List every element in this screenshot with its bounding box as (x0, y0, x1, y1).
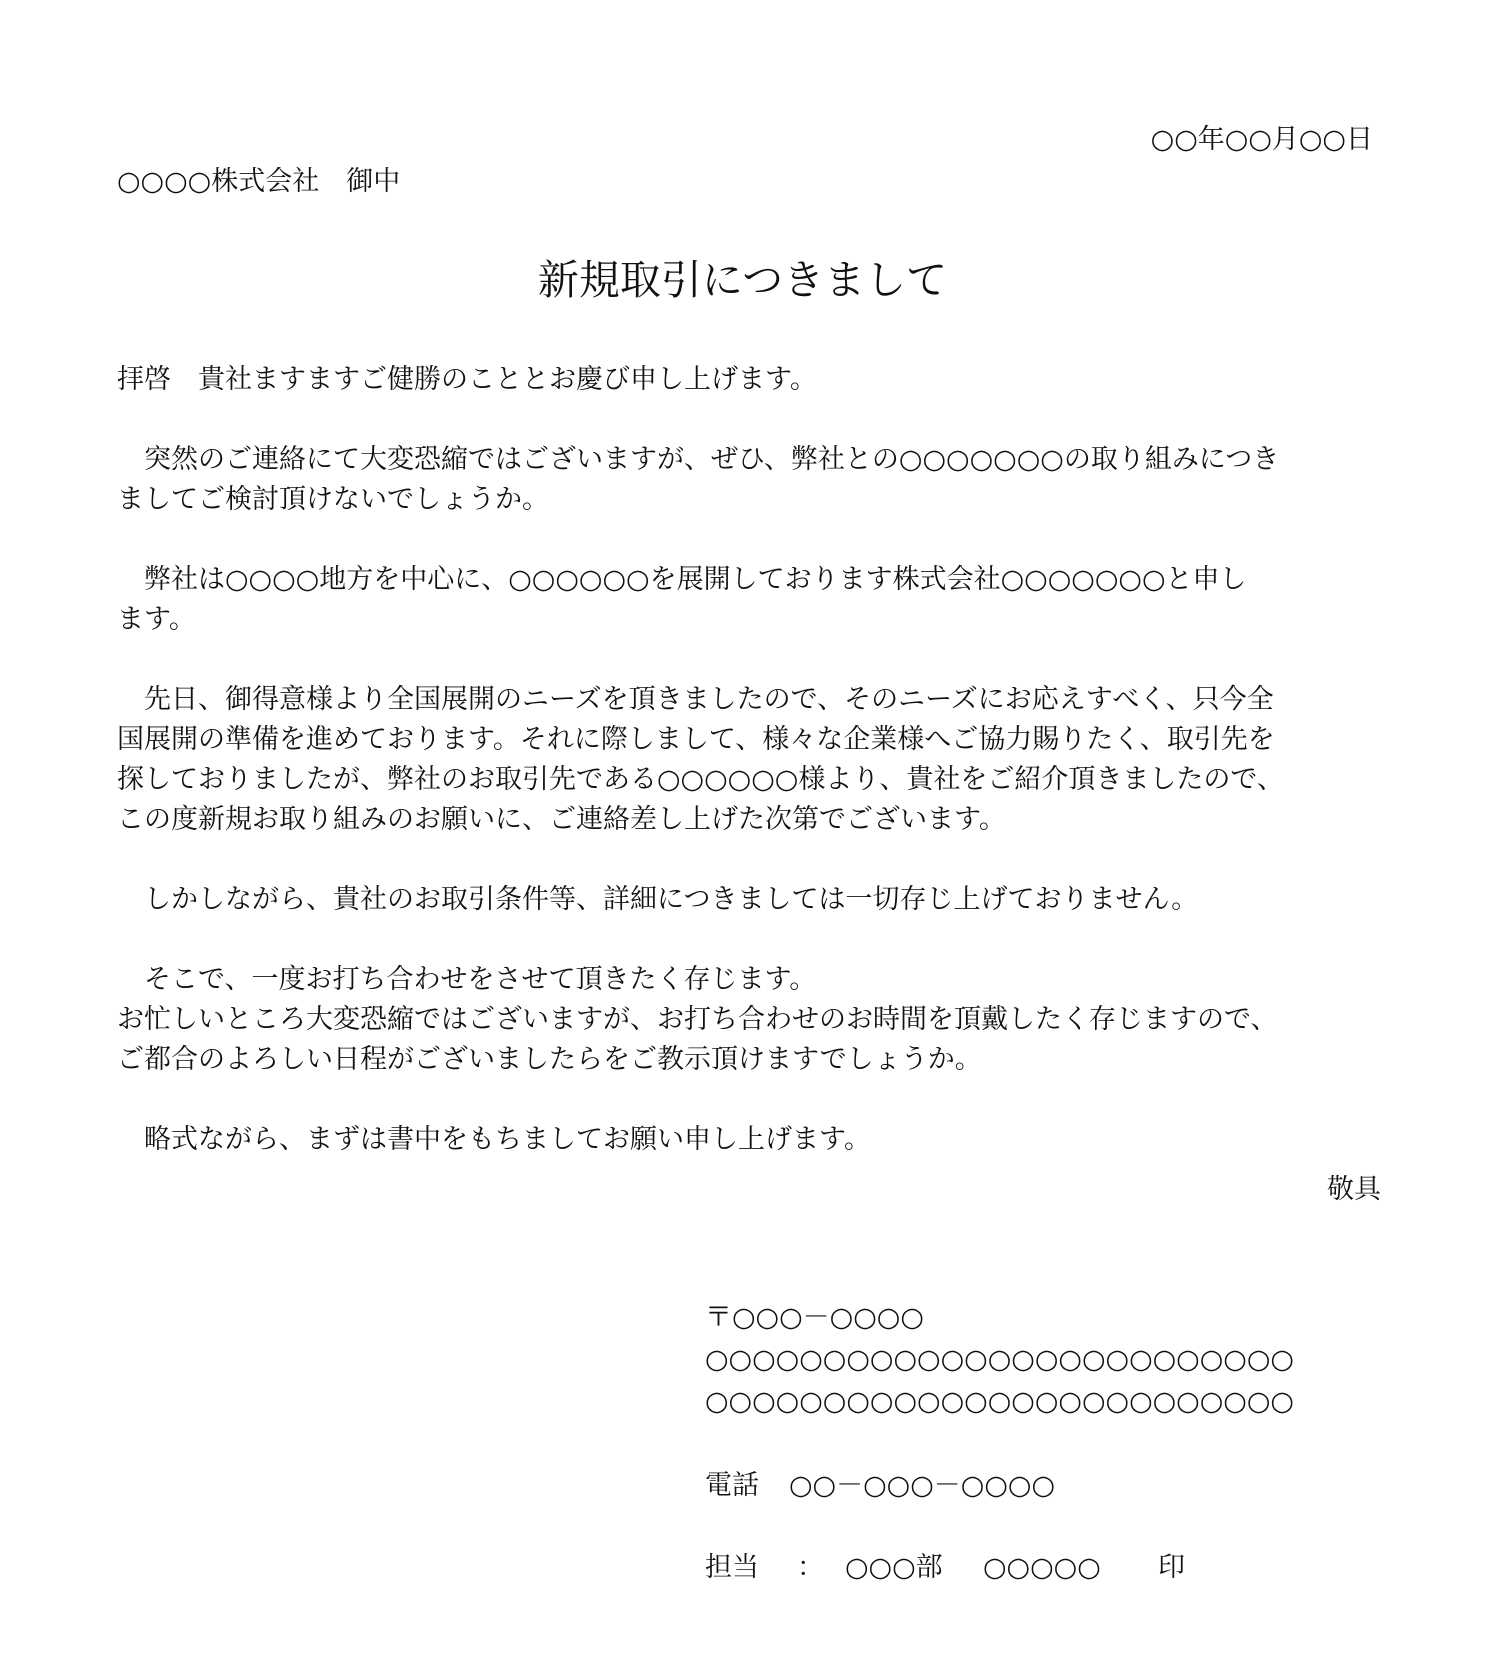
recipient: ○○○○株式会社 御中 (117, 166, 401, 197)
phone-label: 電話 (705, 1470, 759, 1501)
letter-body (117, 360, 1382, 1160)
paragraph (117, 880, 1382, 920)
person-department: ○○○部 (845, 1552, 943, 1583)
seal-mark: 印 (1158, 1552, 1185, 1583)
sender-phone (705, 1466, 1055, 1506)
sender-postal-code: 〒○○○－○○○○ (705, 1302, 924, 1333)
paragraph-line: 先日、御得意様より全国展開のニーズを頂きましたので、そのニーズにお応えすべく、只今全 (117, 684, 1274, 715)
closing-word: 敬具 (1327, 1174, 1381, 1205)
paragraph-line: 略式ながら、まずは書中をもちましてお願い申し上げます。 (117, 1124, 871, 1155)
paragraph-line: この度新規お取り組みのお願いに、ご連絡差し上げた次第でございます。 (117, 804, 1006, 835)
phone-value: ○○－○○○－○○○○ (789, 1470, 1056, 1501)
paragraph-line: そこで、一度お打ち合わせをさせて頂きたく存じます。 (117, 964, 817, 995)
letter-title: 新規取引につきまして (537, 256, 948, 304)
paragraph-line: ます。 (117, 604, 196, 635)
person-name: ○○○○○ (983, 1552, 1101, 1583)
paragraph (117, 360, 1382, 400)
sender-address-line: ○○○○○○○○○○○○○○○○○○○○○○○○○ (705, 1386, 1294, 1417)
paragraph-line: しかしながら、貴社のお取引条件等、詳細につきましては一切存じ上げておりません。 (117, 884, 1199, 915)
person-label: 担当 (705, 1552, 759, 1583)
sender-contact-person (705, 1548, 1185, 1588)
paragraph-line: 拝啓 貴社ますますご健勝のこととお慶び申し上げます。 (117, 364, 817, 395)
paragraph-line: ご都合のよろしい日程がございましたらをご教示頂けますでしょうか。 (117, 1044, 982, 1075)
paragraph (117, 680, 1382, 840)
paragraph-line: 弊社は○○○○地方を中心に、○○○○○○を展開しております株式会社○○○○○○○と申し (117, 564, 1247, 595)
person-separator: ： (797, 1552, 824, 1583)
sender-address-line: ○○○○○○○○○○○○○○○○○○○○○○○○○ (705, 1344, 1294, 1375)
paragraph (117, 560, 1382, 640)
paragraph (117, 1120, 1382, 1160)
paragraph-line: 国展開の準備を進めております。それに際しまして、様々な企業様へご協力賜りたく、取引先を (117, 724, 1275, 755)
paragraph (117, 960, 1382, 1080)
paragraph-line: ましてご検討頂けないでしょうか。 (117, 484, 549, 515)
paragraph-line: 突然のご連絡にて大変恐縮ではございますが、ぜひ、弊社との○○○○○○○の取り組みにつき (117, 444, 1280, 475)
paragraph (117, 440, 1382, 520)
letter-date: ○○年○○月○○日 (1150, 124, 1373, 155)
paragraph-line: お忙しいところ大変恐縮ではございますが、お打ち合わせのお時間を頂戴したく存じますので、 (117, 1004, 1278, 1035)
paragraph-line: 探しておりましたが、弊社のお取引先である○○○○○○様より、貴社をご紹介頂きましたので、 (117, 764, 1284, 795)
